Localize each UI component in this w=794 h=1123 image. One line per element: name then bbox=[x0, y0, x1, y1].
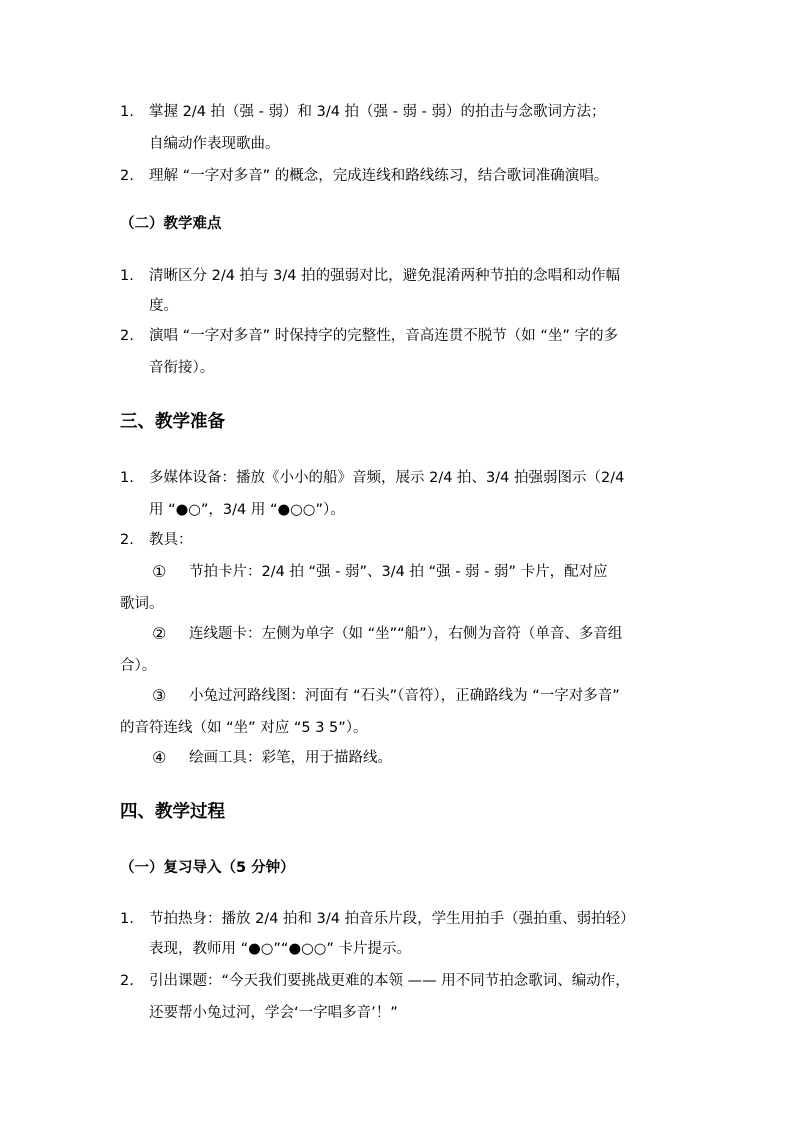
goal-2-line-1: 理解 “一字对多音” 的概念，完成连线和路线练习，结合歌词准确演唱。 bbox=[149, 168, 609, 184]
list-number: 2. bbox=[120, 532, 134, 548]
prep-1-line-2: 用 “●○”，3/4 用 “●○○”）。 bbox=[149, 502, 345, 518]
goal-1-line-1: 掌握 2/4 拍（强 - 弱）和 3/4 拍（强 - 弱 - 弱）的拍击与念歌词方法； bbox=[149, 104, 606, 120]
list-number: 2. bbox=[120, 168, 134, 184]
section-heading-process: 四、教学过程 bbox=[120, 802, 225, 822]
goal-1-line-2: 自编动作表现歌曲。 bbox=[149, 136, 280, 152]
tool-2-line-2: 合）。 bbox=[120, 658, 157, 674]
section-heading-prep: 三、教学准备 bbox=[120, 412, 225, 432]
list-number: 1. bbox=[120, 268, 134, 284]
circled-number: ② bbox=[152, 624, 167, 643]
prep-2-line-1: 教具： bbox=[149, 532, 193, 548]
process-1-line-2: 表现，教师用 “●○”“●○○” 卡片提示。 bbox=[149, 941, 412, 957]
circled-number: ① bbox=[152, 562, 167, 581]
list-number: 2. bbox=[120, 328, 134, 344]
tool-4-line-1: 绘画工具：彩笔，用于描路线。 bbox=[189, 750, 392, 766]
difficulty-2-line-2: 音衔接）。 bbox=[149, 360, 215, 376]
list-number: 1. bbox=[120, 470, 134, 486]
section-subtitle-review: （一）复习导入（5 分钟） bbox=[120, 860, 295, 876]
difficulty-2-line-1: 演唱 “一字对多音” 时保持字的完整性，音高连贯不脱节（如 “坐” 字的多 bbox=[149, 328, 618, 344]
tool-1-line-1: 节拍卡片：2/4 拍 “强 - 弱”、3/4 拍 “强 - 弱 - 弱” 卡片，配对应 bbox=[189, 564, 608, 580]
prep-1-line-1: 多媒体设备：播放《小小的船》音频，展示 2/4 拍、3/4 拍强弱图示（2/4 bbox=[149, 470, 625, 486]
process-1-line-1: 节拍热身：播放 2/4 拍和 3/4 拍音乐片段，学生用拍手（强拍重、弱拍轻） bbox=[149, 911, 635, 927]
list-number: 1. bbox=[120, 104, 134, 120]
process-2-line-2: 还要帮小兔过河，学会‘一字唱多音’！” bbox=[149, 1005, 398, 1021]
list-number: 2. bbox=[120, 973, 134, 989]
list-number: 1. bbox=[120, 911, 134, 927]
difficulty-1-line-2: 度。 bbox=[149, 298, 178, 314]
process-2-line-1: 引出课题：“今天我们要挑战更难的本领 —— 用不同节拍念歌词、编动作， bbox=[149, 973, 630, 989]
tool-1-line-2: 歌词。 bbox=[120, 596, 164, 612]
circled-number: ④ bbox=[152, 748, 167, 767]
tool-3-line-2: 的音符连线（如 “坐” 对应 “5 3 5”）。 bbox=[120, 720, 368, 736]
section-subtitle-difficulty: （二）教学难点 bbox=[120, 216, 222, 232]
tool-3-line-1: 小兔过河路线图：河面有 “石头”（音符），正确路线为 “一字对多音” bbox=[189, 688, 620, 704]
tool-2-line-1: 连线题卡：左侧为单字（如 “坐”“船”），右侧为音符（单音、多音组 bbox=[189, 626, 623, 642]
circled-number: ③ bbox=[152, 686, 167, 705]
difficulty-1-line-1: 清晰区分 2/4 拍与 3/4 拍的强弱对比，避免混淆两种节拍的念唱和动作幅 bbox=[149, 268, 621, 284]
